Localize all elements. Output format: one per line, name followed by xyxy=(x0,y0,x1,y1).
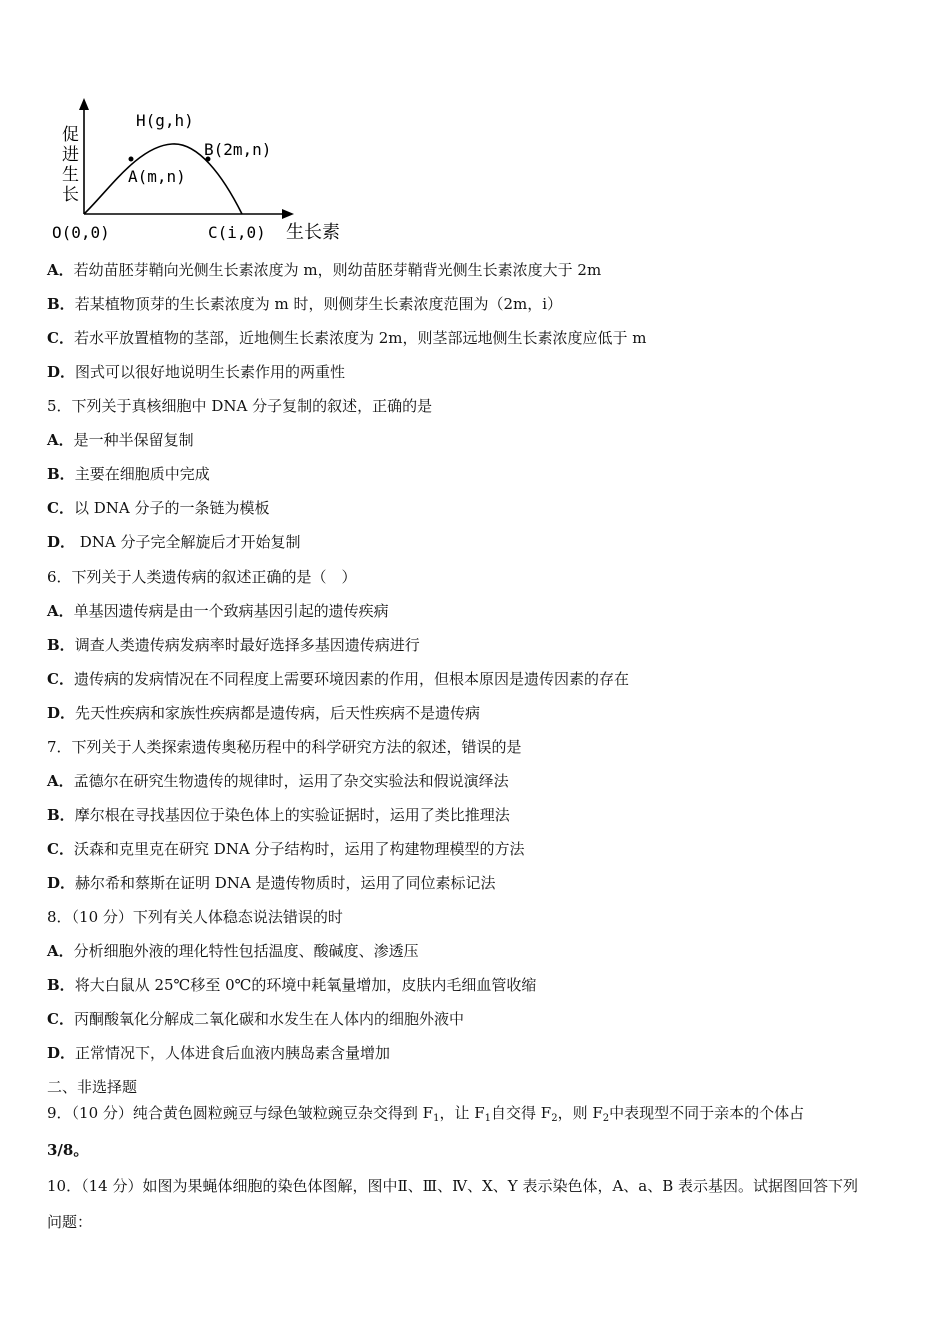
option-text: 以 DNA 分子的一条链为模板 xyxy=(73,499,270,517)
auxin-curve-svg xyxy=(48,96,368,256)
point-h-label: H(g,h) xyxy=(136,111,194,130)
q4-option-d xyxy=(47,362,345,382)
option-text: 分析细胞外液的理化特性包括温度、酸碱度、渗透压 xyxy=(73,942,419,960)
option-text: 赫尔希和蔡斯在证明 DNA 是遗传物质时，运用了同位素标记法 xyxy=(75,874,496,892)
q8-option-b xyxy=(47,975,536,995)
q5-option-c xyxy=(47,498,269,518)
q5-option-a xyxy=(47,430,194,450)
q9-text-part: ，让 F xyxy=(439,1104,485,1122)
option-letter: C． xyxy=(47,1010,74,1028)
option-letter: A． xyxy=(47,602,74,620)
y-axis-char-4: 长 xyxy=(62,185,79,205)
q8-option-a xyxy=(47,941,419,961)
option-letter: A． xyxy=(47,772,74,790)
y-axis-arrow xyxy=(79,98,89,110)
point-b-label: B(2m,n) xyxy=(204,140,272,159)
q5-option-b xyxy=(47,464,210,484)
q4-option-b xyxy=(47,294,562,314)
x-axis-arrow xyxy=(282,209,294,219)
section-heading: 二、非选择题 xyxy=(47,1078,138,1096)
q6-option-c xyxy=(47,669,629,689)
option-letter: A． xyxy=(47,431,74,449)
option-text: 是一种半保留复制 xyxy=(73,431,194,449)
option-letter: D． xyxy=(47,874,76,892)
q9-subscript: 2 xyxy=(551,1113,558,1124)
option-letter: D． xyxy=(47,704,76,722)
q8-option-d xyxy=(47,1043,390,1063)
q9-line-1 xyxy=(47,1103,804,1123)
q9-subscript: 1 xyxy=(433,1113,440,1124)
q5-stem: 5．下列关于真核细胞中 DNA 分子复制的叙述，正确的是 xyxy=(47,397,433,415)
option-text: 单基因遗传病是由一个致病基因引起的遗传疾病 xyxy=(73,602,389,620)
option-letter: B． xyxy=(47,806,75,824)
q9-text-part: 中表现型不同于亲本的个体占 xyxy=(609,1104,805,1122)
point-a-label: A(m,n) xyxy=(128,167,186,186)
q6-option-b xyxy=(47,635,420,655)
y-axis-char-3: 生 xyxy=(62,165,79,185)
q4-option-a xyxy=(47,260,601,280)
q6-option-a xyxy=(47,601,389,621)
q7-option-b xyxy=(47,805,510,825)
q9-line-2: 3/8。 xyxy=(47,1141,89,1159)
option-letter: C． xyxy=(47,329,74,347)
option-letter: D． xyxy=(47,1044,76,1062)
q10-line-1: 10．（14 分）如图为果蝇体细胞的染色体图解，图中Ⅱ、Ⅲ、Ⅳ、X、Y 表示染色体，A、a、B 表示基因。试据图回答下列 xyxy=(47,1177,859,1195)
option-letter: B． xyxy=(47,636,75,654)
x-axis-label: 生长素 xyxy=(286,222,340,243)
option-text: 沃森和克里克在研究 DNA 分子结构时，运用了构建物理模型的方法 xyxy=(73,840,525,858)
option-text: 图式可以很好地说明生长素作用的两重性 xyxy=(75,363,346,381)
point-a-marker xyxy=(129,157,134,162)
option-letter: B． xyxy=(47,295,75,313)
q6-option-d xyxy=(47,703,480,723)
option-text: 摩尔根在寻找基因位于染色体上的实验证据时，运用了类比推理法 xyxy=(74,806,510,824)
option-text: 若某植物顶芽的生长素浓度为 m 时，则侧芽生长素浓度范围为（2m，i） xyxy=(74,295,563,313)
y-axis-char-2: 进 xyxy=(62,145,79,165)
auxin-curve-figure xyxy=(48,96,368,256)
option-letter: D． xyxy=(47,533,76,551)
option-text: 正常情况下，人体进食后血液内胰岛素含量增加 xyxy=(75,1044,391,1062)
q7-option-a xyxy=(47,771,509,791)
option-text: 孟德尔在研究生物遗传的规律时，运用了杂交实验法和假说演绎法 xyxy=(73,772,509,790)
q9-text-part: 自交得 F xyxy=(491,1104,552,1122)
q7-option-c xyxy=(47,839,524,859)
q6-stem: 6．下列关于人类遗传病的叙述正确的是（ ） xyxy=(47,568,357,586)
q9-text-part: 9．（10 分）纯合黄色圆粒豌豆与绿色皱粒豌豆杂交得到 F xyxy=(47,1104,434,1122)
q7-stem: 7．下列关于人类探索遗传奥秘历程中的科学研究方法的叙述，错误的是 xyxy=(47,738,522,756)
q9-text-part: ，则 F xyxy=(557,1104,603,1122)
option-letter: C． xyxy=(47,499,74,517)
option-text: 将大白鼠从 25℃移至 0℃的环境中耗氧量增加，皮肤内毛细血管收缩 xyxy=(74,976,537,994)
option-letter: B． xyxy=(47,976,75,994)
option-text: 若水平放置植物的茎部，近地侧生长素浓度为 2m，则茎部远地侧生长素浓度应低于 m xyxy=(73,329,647,347)
option-text: 主要在细胞质中完成 xyxy=(74,465,210,483)
q10-line-2: 问题： xyxy=(47,1213,93,1231)
option-text: DNA 分子完全解旋后才开始复制 xyxy=(75,533,301,551)
option-letter: A． xyxy=(47,942,74,960)
option-text: 若幼苗胚芽鞘向光侧生长素浓度为 m，则幼苗胚芽鞘背光侧生长素浓度大于 2m xyxy=(73,261,602,279)
option-letter: C． xyxy=(47,670,74,688)
point-c-label: C(i,0) xyxy=(208,223,266,242)
option-text: 先天性疾病和家族性疾病都是遗传病，后天性疾病不是遗传病 xyxy=(75,704,481,722)
q8-option-c xyxy=(47,1009,464,1029)
q8-stem: 8．（10 分）下列有关人体稳态说法错误的时 xyxy=(47,908,343,926)
option-text: 遗传病的发病情况在不同程度上需要环境因素的作用，但根本原因是遗传因素的存在 xyxy=(73,670,629,688)
option-letter: B． xyxy=(47,465,75,483)
q9-subscript: 1 xyxy=(484,1113,492,1124)
point-o-label: O(0,0) xyxy=(52,223,110,242)
option-text: 调查人类遗传病发病率时最好选择多基因遗传病进行 xyxy=(74,636,420,654)
q5-option-d xyxy=(47,532,301,552)
option-text: 丙酮酸氧化分解成二氧化碳和水发生在人体内的细胞外液中 xyxy=(73,1010,464,1028)
q7-option-d xyxy=(47,873,496,893)
q9-subscript: 2 xyxy=(602,1113,610,1124)
q4-option-c xyxy=(47,328,646,348)
y-axis-char-1: 促 xyxy=(62,125,79,145)
option-letter: C． xyxy=(47,840,74,858)
option-letter: A． xyxy=(47,261,74,279)
option-letter: D． xyxy=(47,363,76,381)
